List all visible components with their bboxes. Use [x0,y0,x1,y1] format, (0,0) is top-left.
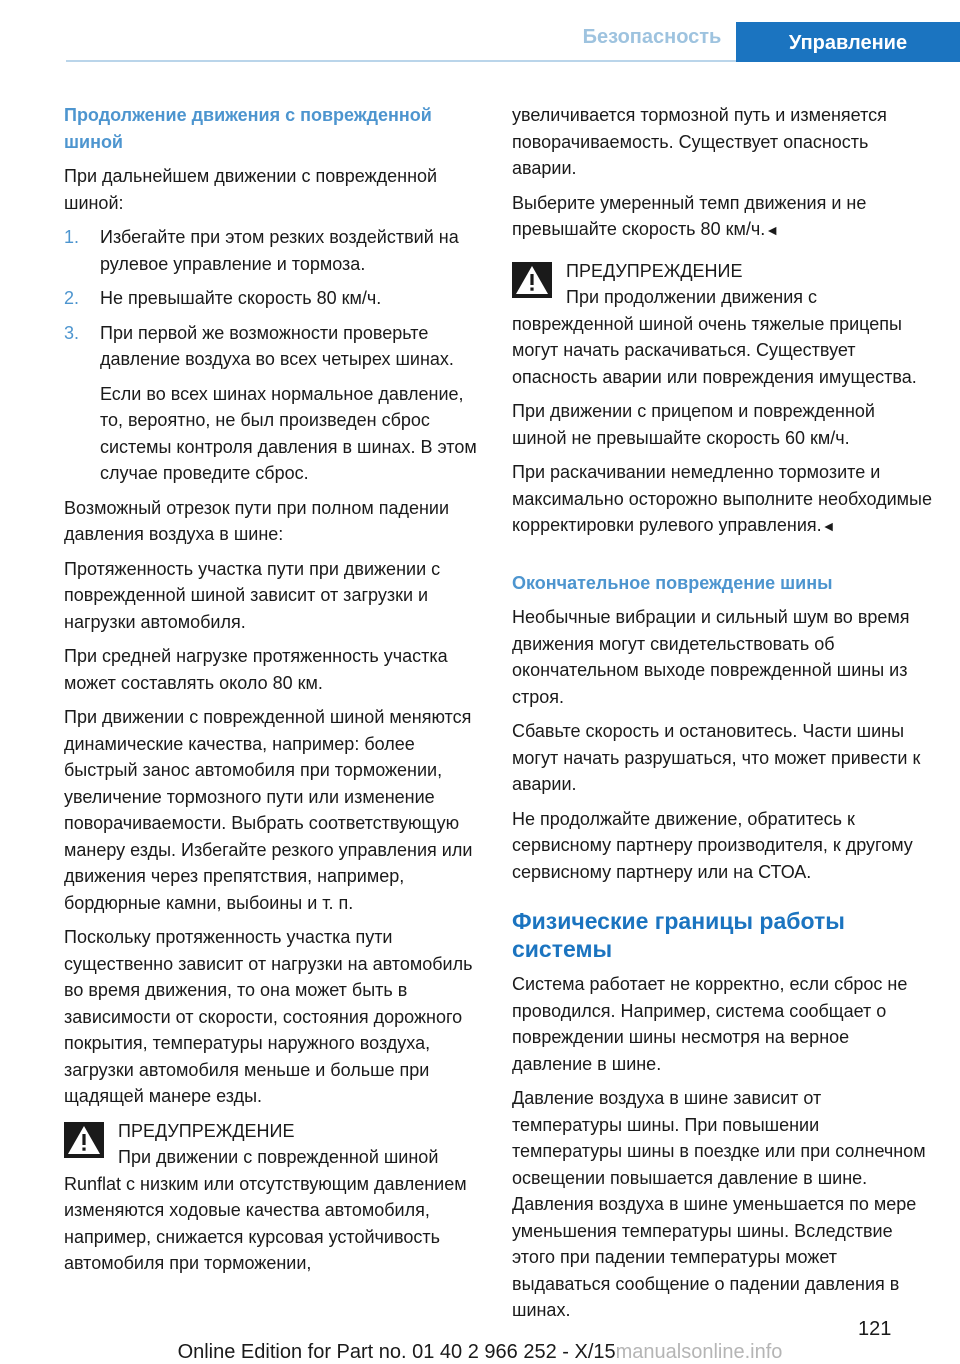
step-number: 2. [64,288,80,308]
paragraph-text: При раскачивании немедленно тормозите и максимально осторожно выполните необходимые корректировки рулевого управления. [512,462,932,535]
warning-text: При продолжении движения с поврежденной шиной очень тяжелые прицепы могут начать раскачиваться. Существует опасность аварии или повреждения имущества. [512,287,917,387]
section-heading: Физические границы работы системы [512,908,845,962]
warning-icon [512,262,552,298]
paragraph: При движении с поврежденной шиной меняются динамические качества, например: более быстрый занос автомобиля при торможении, увеличение тормозного пути или изменение поворачиваемости. Выбрать соответствующую манеру езды. Избегайте резкого управления или движения через препятствия, например, бордюрные камни, выбоины и т. п. [64,707,473,913]
step-number: 1. [64,227,80,247]
paragraph: Система работает не корректно, если сброс не проводился. Например, система сообщает о повреждении шины несмотря на верное давление в шине. [512,974,908,1074]
paragraph: При движении с прицепом и поврежденной шиной не превышайте скорость 60 км/ч. [512,401,875,448]
paragraph: Возможный отрезок пути при полном падении давления воздуха в шине: [64,497,450,544]
warning-block [512,258,932,391]
list-item [64,285,478,312]
paragraph-text: Выберите умеренный темп движения и не превышайте скорость 80 км/ч. [512,192,867,239]
warning-text: При движении с поврежденной шиной Runflat с низким или отсутствующим давлением изменяются ходовые качества автомобиля, например, снижается курсовая устойчивость автомобиля при торможении, [64,1147,467,1273]
list-item [64,224,478,277]
warning-icon [64,1122,104,1158]
left-column [64,102,478,1285]
steps-list [64,224,478,373]
warning-title: ПРЕДУПРЕЖДЕНИЕ [566,260,743,281]
end-mark-icon: ◄ [765,222,780,238]
paragraph: Давление воздуха в шине зависит от температуры шины. При повышении температуры шины в поездке или при солнечном освещении повышается давление в шине. Давления воздуха в шине уменьшается по мере уменьшения температуры шины. Вследствие этого при падении температуры может выдаваться сообщение о падении давления в шинах. [512,1088,926,1320]
paragraph [512,459,932,540]
warning-block [64,1118,478,1277]
step-continuation: Если во всех шинах нормальное давление, то, вероятно, не был произведен сброс системы контроля давления в шинах. В этом случае проведите сброс. [100,383,477,483]
paragraph: При дальнейшем движении с поврежденной шиной: [64,166,438,213]
spacer [512,548,932,570]
list-item [64,320,478,373]
page-number: 121 [858,1318,892,1340]
paragraph: Необычные вибрации и сильный шум во время движения могут свидетельствовать об окончательном выходе поврежденной шины из строя. [512,607,910,707]
tab-controls[interactable]: Управление [736,22,960,62]
paragraph: Не продолжайте движение, обратитесь к сервисному партнеру производителя, к другому сервисному партнеру или на СТОА. [512,808,913,882]
right-column [512,102,932,1332]
paragraph: При средней нагрузке протяженность участка может составлять около 80 км. [64,646,448,693]
page-header [0,0,960,62]
step-number: 3. [64,322,80,343]
header-divider [66,60,736,62]
subheading-continue-driving: Продолжение движения с поврежденной шиной [64,105,432,152]
step-text: Избегайте при этом резких воздействий на рулевое управление и тормоза. [100,227,459,274]
watermark: manualsonline.info [615,1341,783,1363]
edition-text: Online Edition for Part no. 01 40 2 966 252 - X/15 [177,1341,616,1363]
step-text: При первой же возможности проверьте давление воздуха во всех четырех шинах. [100,322,454,369]
paragraph: увеличивается тормозной путь и изменяется поворачиваемость. Существует опасность аварии. [512,105,887,178]
spacer [512,893,932,907]
paragraph: Протяженность участка пути при движении с поврежденной шиной зависит от загрузки и нагрузки автомобиля. [64,558,441,632]
end-mark-icon: ◄ [821,518,836,534]
warning-title: ПРЕДУПРЕЖДЕНИЕ [118,1120,295,1141]
footer-edition [0,1341,960,1364]
tab-safety[interactable]: Безопасность [582,26,722,48]
subheading-final-damage: Окончательное повреждение шины [512,572,833,593]
paragraph: Сбавьте скорость и остановитесь. Части шины могут начать разрушаться, что может привести к аварии. [512,721,921,794]
step-text: Не превышайте скорость 80 км/ч. [100,288,382,308]
paragraph: Поскольку протяженность участка пути существенно зависит от нагрузки на автомобиль во время движения, то она может быть в зависимости от скорости, состояния дорожного покрытия, температуры наружного воздуха, загрузки автомобиля меньше и больше при щадящей манере езды. [64,927,473,1106]
paragraph [512,190,932,244]
